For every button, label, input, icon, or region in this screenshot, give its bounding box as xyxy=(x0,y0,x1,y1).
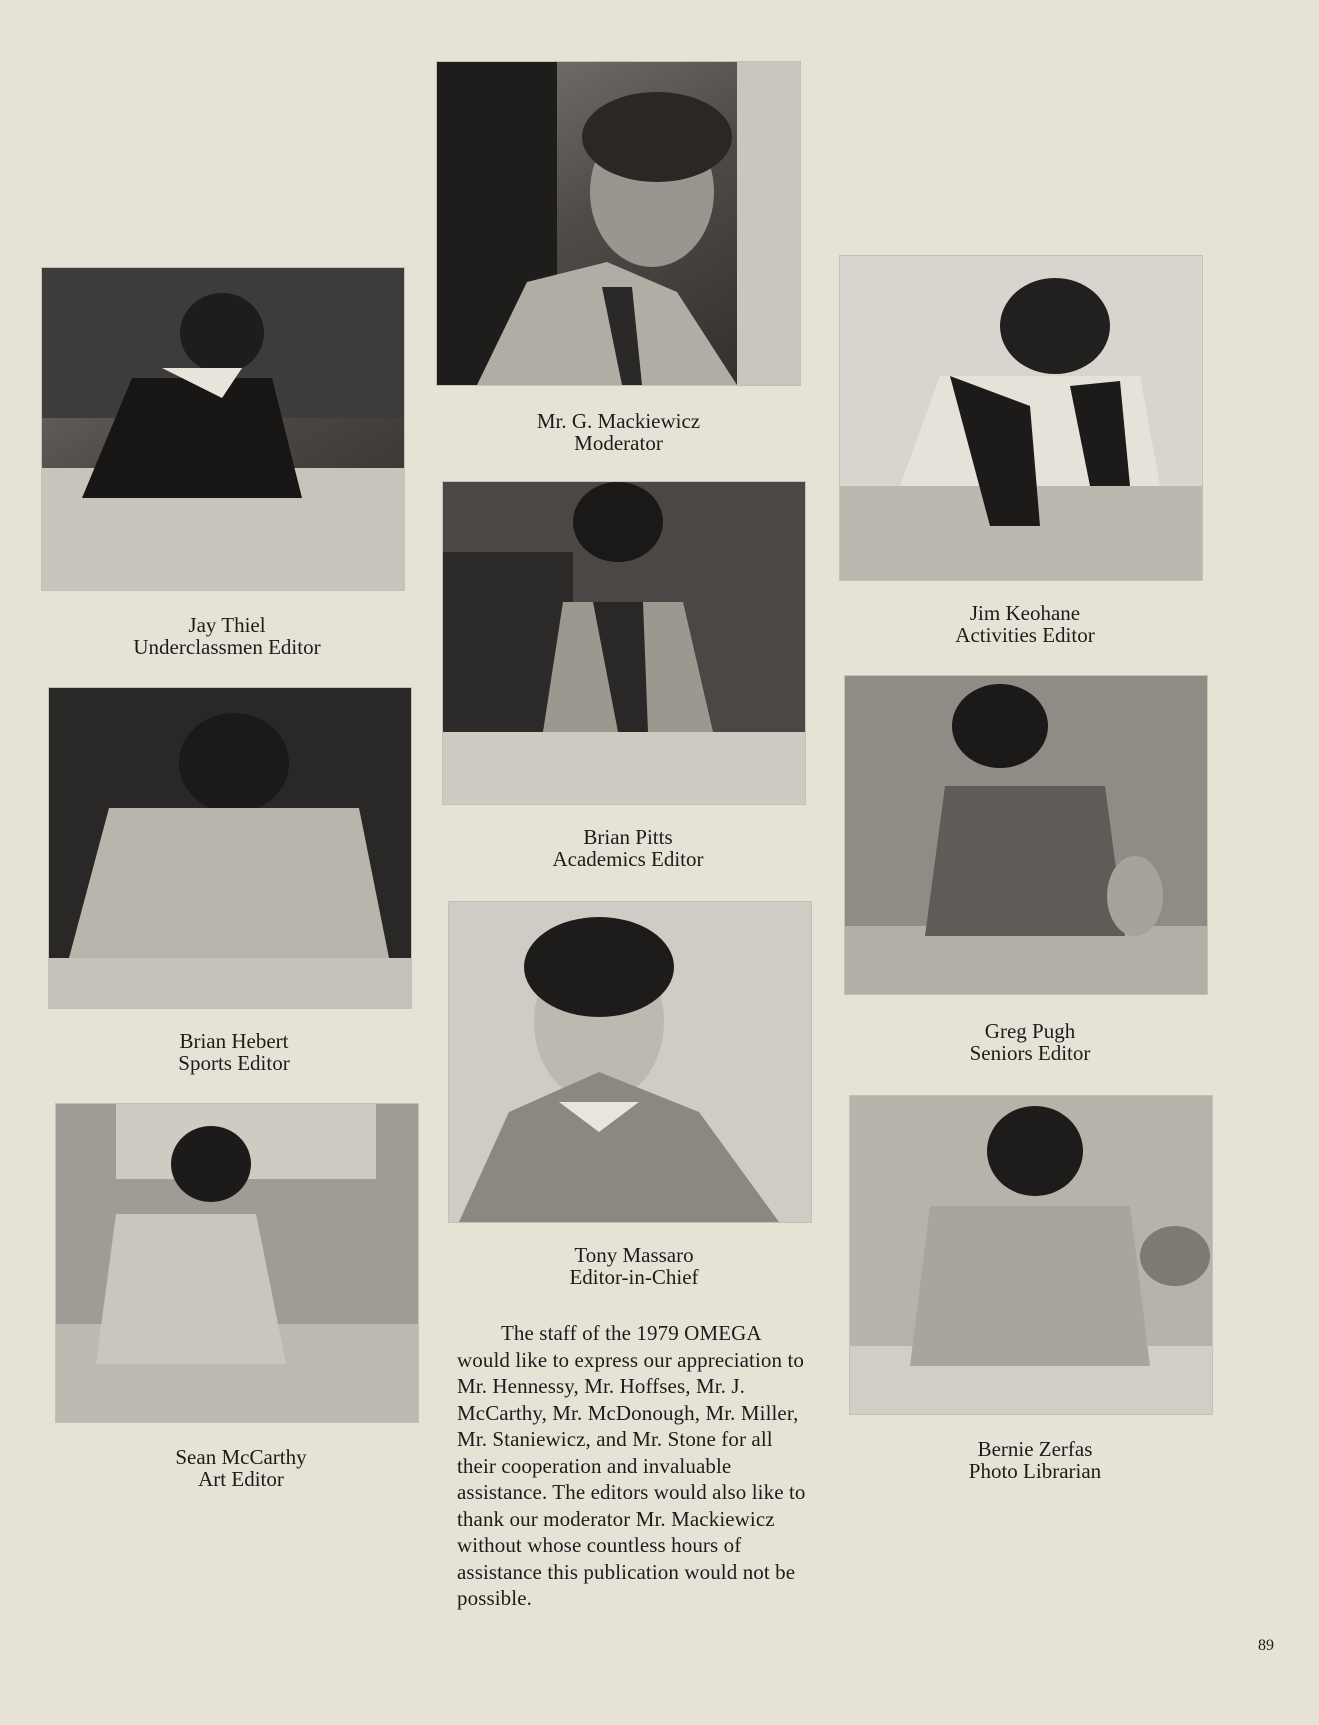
photo-jim-keohane xyxy=(840,256,1202,580)
person-name: Jay Thiel xyxy=(188,613,266,637)
person-title: Academics Editor xyxy=(552,847,704,871)
photo-sean-mccarthy xyxy=(56,1104,418,1422)
person-title: Moderator xyxy=(574,431,663,455)
person-name: Mr. G. Mackiewicz xyxy=(536,409,701,433)
photo-tony-massaro xyxy=(449,902,811,1222)
person-name: Tony Massaro xyxy=(574,1243,694,1267)
caption-brian-pitts xyxy=(443,826,813,870)
person-title: Seniors Editor xyxy=(969,1041,1091,1065)
person-name: Sean McCarthy xyxy=(175,1445,307,1469)
caption-greg-pugh xyxy=(845,1020,1215,1064)
person-title: Editor-in-Chief xyxy=(569,1265,699,1289)
person-name: Brian Pitts xyxy=(583,825,673,849)
photo-mackiewicz xyxy=(437,62,800,385)
acknowledgment-text: The staff of the 1979 OMEGA would like to express our appreciation to Mr. Hennessy, Mr. Hoffses, Mr. J. McCarthy, Mr. McDonough, Mr. Miller, Mr. Staniewicz, and Mr. Stone for all their cooperation and invaluable assistance. The editors would also like to thank our moderator Mr. Mackiewicz without whose countless hours of assistance this publication would not be possible. xyxy=(457,1321,806,1610)
caption-mackiewicz xyxy=(437,410,800,454)
caption-tony-massaro xyxy=(449,1244,819,1288)
person-name: Jim Keohane xyxy=(969,601,1081,625)
caption-jim-keohane xyxy=(840,602,1210,646)
caption-sean-mccarthy xyxy=(56,1446,426,1490)
photo-brian-pitts xyxy=(443,482,805,804)
page-number: 89 xyxy=(1258,1637,1274,1654)
caption-bernie-zerfas xyxy=(850,1438,1220,1482)
caption-jay-thiel xyxy=(42,614,412,658)
person-title: Photo Librarian xyxy=(968,1459,1102,1483)
person-title: Activities Editor xyxy=(955,623,1095,647)
photo-bernie-zerfas xyxy=(850,1096,1212,1414)
photo-brian-hebert xyxy=(49,688,411,1008)
person-title: Underclassmen Editor xyxy=(133,635,321,659)
person-name: Brian Hebert xyxy=(179,1029,289,1053)
photo-jay-thiel xyxy=(42,268,404,590)
person-title: Art Editor xyxy=(198,1467,284,1491)
person-name: Bernie Zerfas xyxy=(977,1437,1093,1461)
person-title: Sports Editor xyxy=(178,1051,290,1075)
person-name: Greg Pugh xyxy=(984,1019,1076,1043)
caption-brian-hebert xyxy=(49,1030,419,1074)
photo-greg-pugh xyxy=(845,676,1207,994)
